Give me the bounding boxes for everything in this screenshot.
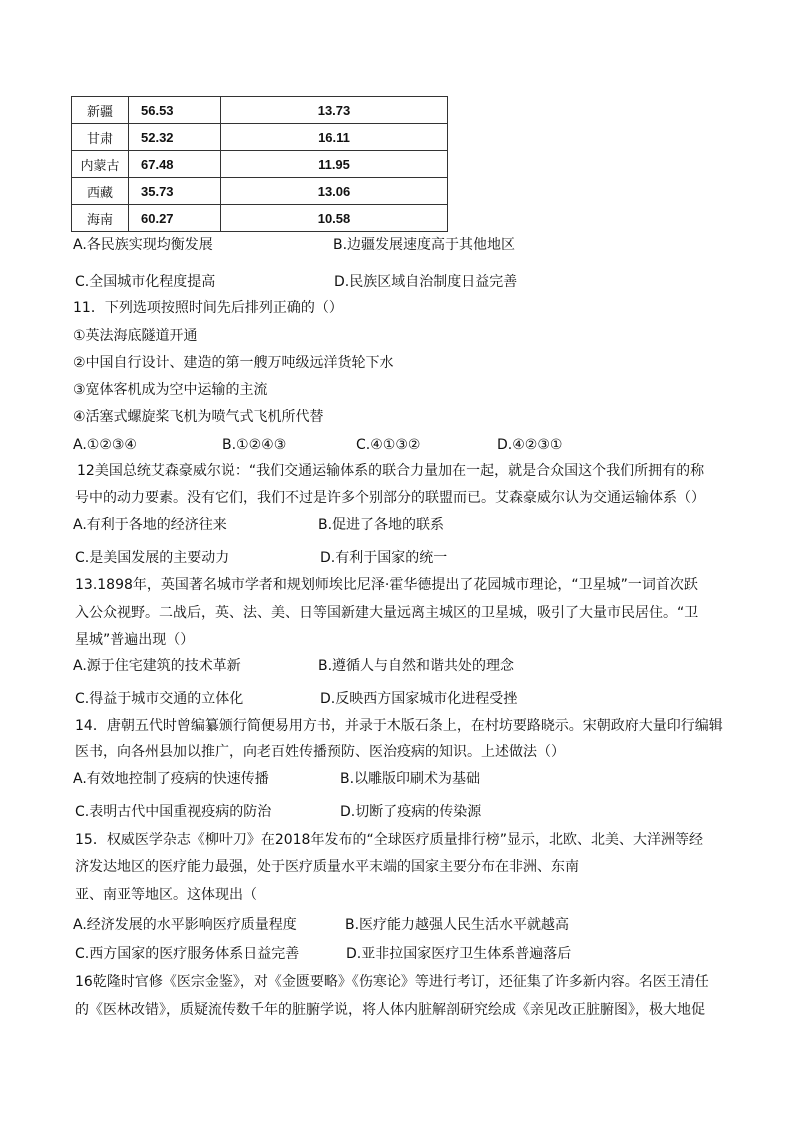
- table-cell-value-1: 60.27: [129, 205, 221, 232]
- table-cell-region: 甘肃: [72, 124, 129, 151]
- q11-option-a: A.①②③④: [73, 437, 137, 453]
- q12-stem-line-2: 号中的动力要素。没有它们，我们不过是许多个别部分的联盟而已。艾森豪威尔认为交通运输体系（）: [75, 490, 705, 506]
- table-cell-value-2: 16.11: [221, 124, 448, 151]
- table-cell-value-2: 10.58: [221, 205, 448, 232]
- table-cell-value-2: 13.06: [221, 178, 448, 205]
- q12-option-b: B.促进了各地的联系: [318, 517, 445, 533]
- q13-option-a: A.源于住宅建筑的技术革新: [73, 658, 241, 674]
- q14-option-b: B.以雕版印刷术为基础: [340, 771, 481, 787]
- table-cell-region: 内蒙古: [72, 151, 129, 178]
- table-cell-value-1: 35.73: [129, 178, 221, 205]
- q13-stem-line-3: 星城”普遍出现（）: [75, 632, 195, 648]
- table-row: [72, 205, 448, 232]
- q11-stem: 11．下列选项按照时间先后排列正确的（）: [73, 300, 343, 316]
- q15-stem-line-2: 济发达地区的医疗能力最强，处于医疗质量水平末端的国家主要分布在非洲、东南: [75, 859, 579, 875]
- table-row: [72, 97, 448, 124]
- q16-stem-line-1: 16乾隆时官修《医宗金鉴》，对《金匮要略》《伤寒论》等进行考订，还征集了许多新内容。名医王清任: [75, 974, 709, 990]
- q10-option-a: A.各民族实现均衡发展: [73, 237, 213, 253]
- q12-option-c: C.是美国发展的主要动力: [75, 550, 230, 566]
- q12-stem-line-1: 12美国总统艾森豪威尔说：“我们交通运输体系的联合力量加在一起，就是合众国这个我们所拥有的称: [77, 463, 705, 479]
- q15-option-b: B.医疗能力越强人民生活水平就越高: [345, 917, 570, 933]
- table-row: [72, 124, 448, 151]
- table-cell-region: 海南: [72, 205, 129, 232]
- table-cell-value-2: 13.73: [221, 97, 448, 124]
- q14-stem-line-2: 医书，向各州县加以推广，向老百姓传播预防、医治疫病的知识。上述做法（）: [75, 744, 565, 760]
- q13-stem-line-2: 入公众视野。二战后，英、法、美、日等国新建大量远离主城区的卫星城，吸引了大量市民居住。“卫: [75, 605, 699, 621]
- q11-option-b: B.①②④③: [222, 437, 287, 453]
- q14-option-d: D.切断了疫病的传染源: [340, 804, 482, 820]
- table-cell-value-1: 67.48: [129, 151, 221, 178]
- q14-option-c: C.表明古代中国重视疫病的防治: [75, 804, 272, 820]
- data-table: [71, 96, 448, 232]
- q15-stem-line-1: 15．权威医学杂志《柳叶刀》在2018年发布的“全球医疗质量排行榜”显示，北欧、北美、大洋洲等经: [75, 832, 703, 848]
- q14-option-a: A.有效地控制了疫病的快速传播: [73, 771, 269, 787]
- q11-option-d: D.④②③①: [497, 437, 563, 453]
- table-cell-region: 西藏: [72, 178, 129, 205]
- q13-stem-line-1: 13.1898年，英国著名城市学者和规划师埃比尼泽·霍华德提出了花园城市理论，“卫星城”一词首次跃: [75, 577, 698, 593]
- q16-stem-line-2: 的《医林改错》，质疑流传数千年的脏腑学说，将人体内脏解剖研究绘成《亲见改正脏腑图》，极大地促: [75, 1002, 705, 1018]
- table-row: [72, 178, 448, 205]
- q11-item-4: ④活塞式螺旋桨飞机为喷气式飞机所代替: [73, 409, 324, 425]
- q10-option-b: B.边疆发展速度高于其他地区: [333, 237, 516, 253]
- q15-option-c: C.西方国家的医疗服务体系日益完善: [75, 946, 300, 962]
- q13-option-b: B.遵循人与自然和谐共处的理念: [318, 658, 515, 674]
- q12-option-a: A.有利于各地的经济往来: [73, 517, 227, 533]
- q15-option-d: D.亚非拉国家医疗卫生体系普遍落后: [346, 946, 572, 962]
- q11-item-2: ②中国自行设计、建造的第一艘万吨级远洋货轮下水: [73, 355, 394, 371]
- q15-option-a: A.经济发展的水平影响医疗质量程度: [73, 917, 297, 933]
- q10-option-c: C.全国城市化程度提高: [75, 274, 216, 290]
- q11-item-3: ③宽体客机成为空中运输的主流: [73, 382, 268, 398]
- q11-item-1: ①英法海底隧道开通: [73, 328, 198, 344]
- q10-option-d: D.民族区域自治制度日益完善: [334, 274, 518, 290]
- q15-stem-line-3: 亚、南亚等地区。这体现出（: [75, 887, 257, 903]
- q12-option-d: D.有利于国家的统一: [320, 550, 448, 566]
- q11-option-c: C.④①③②: [356, 437, 421, 453]
- table-cell-value-1: 56.53: [129, 97, 221, 124]
- q13-option-c: C.得益于城市交通的立体化: [75, 691, 244, 707]
- q13-option-d: D.反映西方国家城市化进程受挫: [320, 691, 518, 707]
- table-cell-value-2: 11.95: [221, 151, 448, 178]
- table-cell-value-1: 52.32: [129, 124, 221, 151]
- table-row: [72, 151, 448, 178]
- table-cell-region: 新疆: [72, 97, 129, 124]
- q14-stem-line-1: 14．唐朝五代时曾编纂颁行简便易用方书，并录于木版石条上，在村坊要路晓示。宋朝政府大量印行编辑: [75, 718, 723, 734]
